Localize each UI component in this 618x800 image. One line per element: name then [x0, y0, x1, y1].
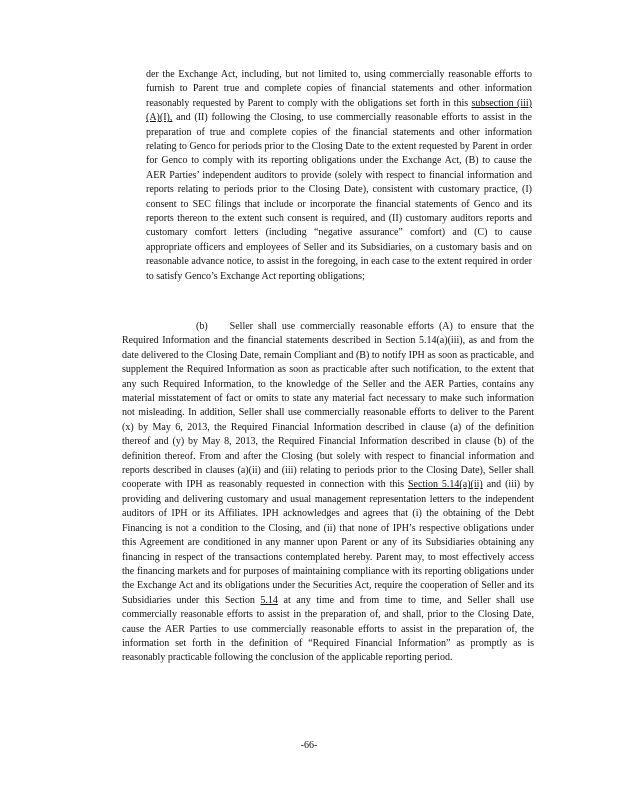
paragraph-b-label: (b) — [196, 321, 208, 332]
cross-reference-subsection: subsection (iii)(A)(I), — [146, 97, 532, 124]
paragraph-b-text-2: and (iii) by providing and delivering customary and usual management representation letters to the independent auditors of IPH or its Affiliates. IPH acknowledges and agrees that (i) the obtaining of the Debt Financing is not a condition to the Closing, and (ii) that none of IPH’s respective obligations under this Agreement are conditioned in any manner upon Parent or any of its Subsidiaries obtaining any financing in respect of the transactions contemplated hereby. Parent may, to most effectively access the financing markets and for purposes of maintaining compliance with its reporting obligations under the Exchange Act and its obligations under the Securities Act, require the cooperation of Seller and its Subsidiaries under this Section — [122, 479, 535, 606]
paragraph-b-text-3: at any time and from time to time, and Seller shall use commercially reasonable efforts to assist in the preparation of, and shall, prior to the Closing Date, cause the AER Parties to use commercially reasonable efforts to assist in the preparation of, the information set forth in the definition of “Required Financial Information” as promptly as is reasonably practicable following the conclusion of the applicable reporting period. — [122, 594, 534, 664]
paragraph-b-text-1: Seller shall use commercially reasonable efforts (A) to ensure that the Required Information and the financial statements described in Section 5.14(a)(iii), as and from the date delivered to the Closing Date, remain Compliant and (B) to notify IPH as soon as practicable, and supplement the Required Information as soon as practicable after such notification, to the extent that any such Required Information, to the knowledge of the Seller and the AER Parties, contains any material misstatement of fact or omits to state any material fact necessary to make such information not misleading. In addition, Seller shall use commercially reasonable efforts to deliver to the Parent (x) by May 6, 2013, the Required Financial Information described in clause (a) of the definition thereof and (y) by May 8, 2013, the Required Financial Information described in clause (b) of the definition thereof. From and after the Closing (but solely with respect to financial information and reports described in clauses (a)(ii) and (iii) relating to periods prior to the Closing Date), Seller shall cooperate with IPH as reasonably requested in connection with this — [122, 321, 534, 491]
cross-reference-section-5-14-a-ii: Section 5.14(a)(ii) — [408, 479, 483, 491]
paragraph-a-text: der the Exchange Act, including, but not limited to, using commercially reasonable efforts to furnish to Parent true and complete copies of financial statements and other information reasonably requested by Parent to comply with the obligations set forth in this — [146, 69, 532, 109]
paragraph-a-text-after: and (II) following the Closing, to use commercially reasonable efforts to assist in the preparation of true and complete copies of the financial statements and other information relating to Genco for periods prior to the Closing Date to the extent requested by Parent in order for Genco to comply with its reporting obligations under the Exchange Act, (B) to cause the AER Parties’ independent auditors to provide (solely with respect to financial information and reports relating to periods prior to the Closing Date), consistent with customary practice, (I) consent to SEC filings that include or incorporate the financial statements of Genco and its reports thereon to the extent such consent is required, and (II) customary auditors reports and customary comfort letters (including “negative assurance” comfort) and (C) to cause appropriate officers and employees of Seller and its Subsidiaries, on a customary basis and on reasonable advance notice, to assist in the foregoing, in each case to the extent required in order to satisfy Genco’s Exchange Act reporting obligations; — [146, 112, 532, 282]
page-number: -66- — [300, 740, 318, 751]
cross-reference-section-5-14: 5.14 — [260, 594, 278, 606]
paragraph-b — [122, 320, 534, 666]
paragraph-a-continuation — [146, 68, 532, 284]
